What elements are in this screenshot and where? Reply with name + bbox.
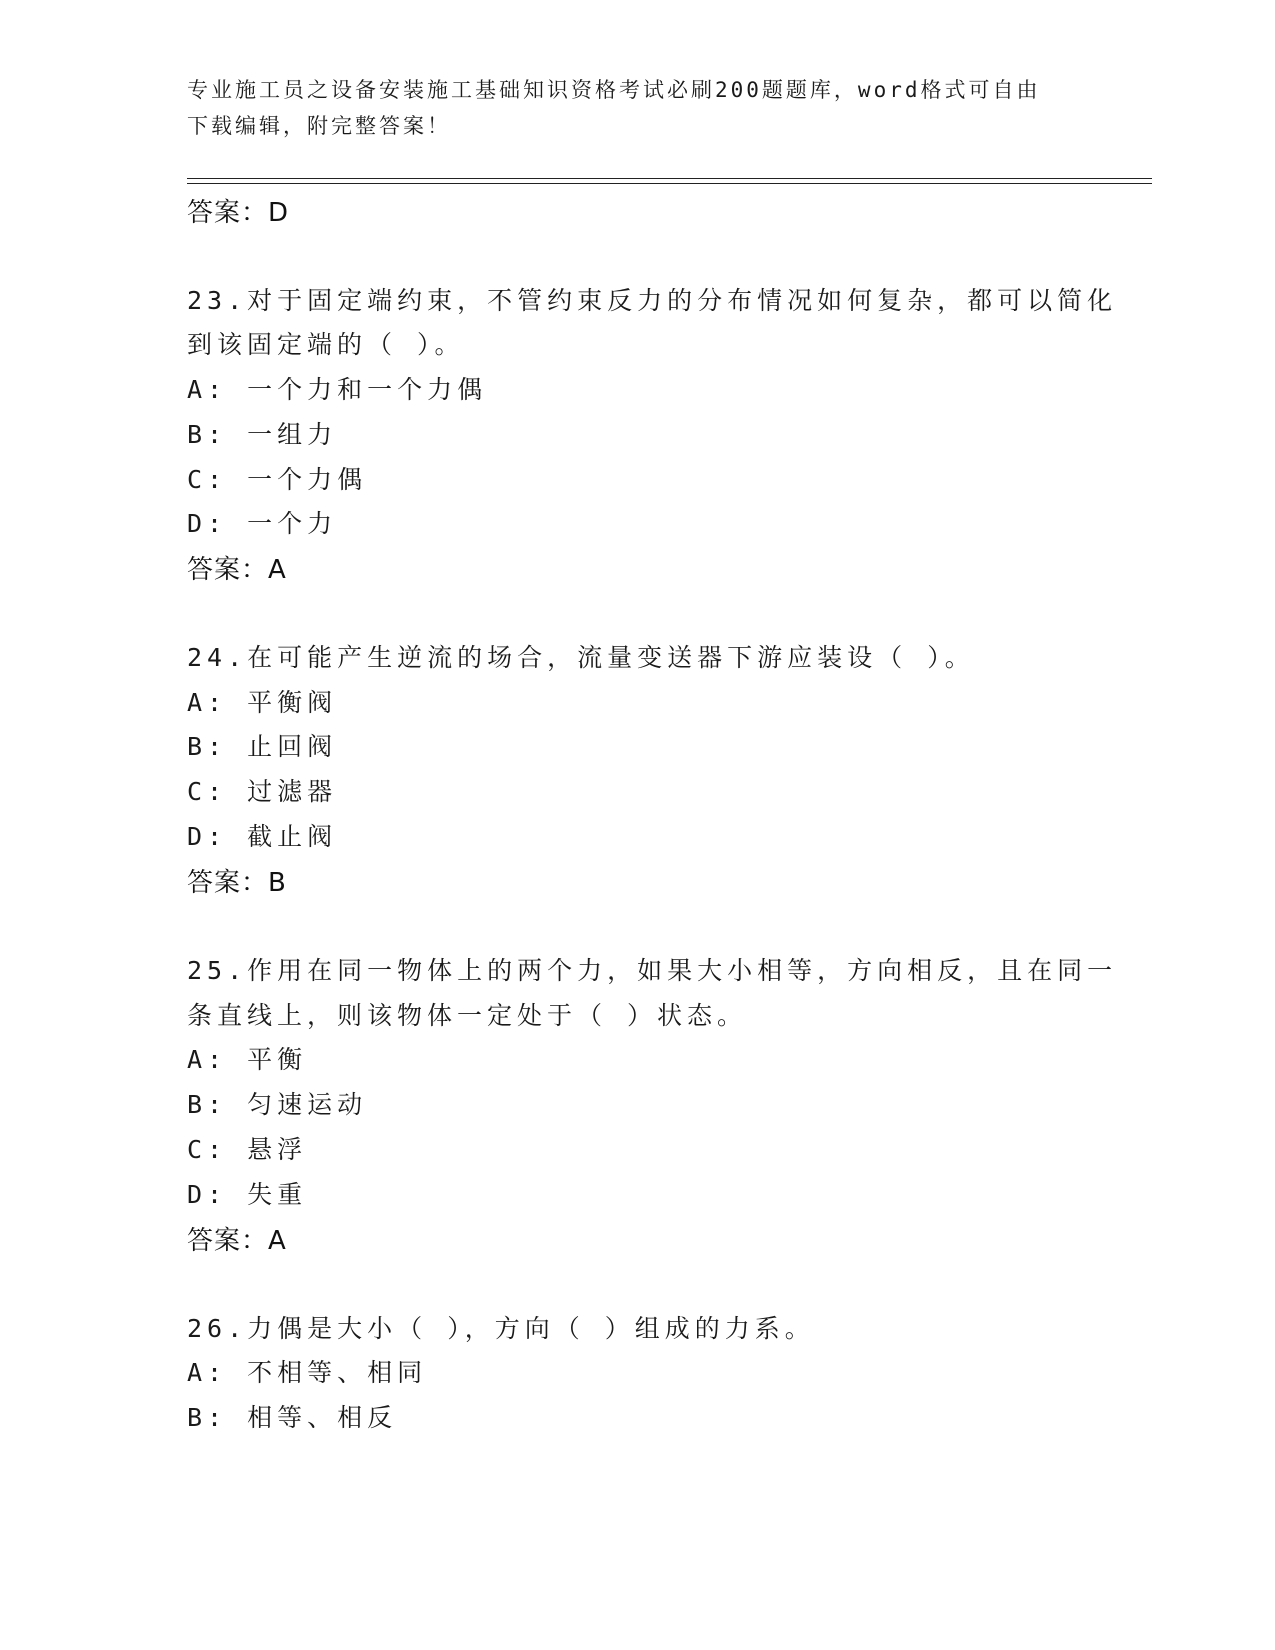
question-23-answer: 答案：A — [187, 555, 287, 585]
question-24-stem-line-1: 24.在可能产生逆流的场合，流量变送器下游应装设（ ）。 — [187, 643, 975, 672]
question-25-option-c: C: 悬浮 — [187, 1135, 308, 1164]
header-line-2: 下载编辑，附完整答案！ — [187, 114, 451, 138]
question-23-stem-line-2: 到该固定端的（ ）。 — [187, 330, 465, 359]
question-25-stem-line-1: 25.作用在同一物体上的两个力，如果大小相等，方向相反，且在同一 — [187, 956, 1118, 985]
question-24-option-b: B: 止回阀 — [187, 732, 338, 761]
question-23-option-b: B: 一组力 — [187, 420, 338, 449]
question-23-stem-line-1: 23.对于固定端约束，不管约束反力的分布情况如何复杂，都可以简化 — [187, 286, 1118, 315]
question-26-stem-line-1: 26.力偶是大小（ ），方向（ ）组成的力系。 — [187, 1314, 815, 1343]
question-24-option-d: D: 截止阀 — [187, 822, 338, 851]
question-23-option-a: A: 一个力和一个力偶 — [187, 375, 488, 404]
question-25-option-b: B: 匀速运动 — [187, 1090, 368, 1119]
question-23-option-c: C: 一个力偶 — [187, 465, 368, 494]
question-25-answer: 答案：A — [187, 1226, 287, 1256]
header-divider-bottom — [187, 183, 1152, 184]
question-23-option-d: D: 一个力 — [187, 509, 338, 538]
question-24-answer: 答案：B — [187, 868, 287, 898]
question-26-option-a: A: 不相等、相同 — [187, 1358, 428, 1387]
question-26-option-b: B: 相等、相反 — [187, 1403, 398, 1432]
header-line-1: 专业施工员之设备安装施工基础知识资格考试必刷200题题库，word格式可自由 — [187, 78, 1041, 102]
question-24-option-c: C: 过滤器 — [187, 777, 338, 806]
previous-answer: 答案：D — [187, 198, 290, 228]
question-25-option-a: A: 平衡 — [187, 1045, 308, 1074]
question-25-stem-line-2: 条直线上，则该物体一定处于（ ）状态。 — [187, 1001, 748, 1030]
question-24-option-a: A: 平衡阀 — [187, 688, 338, 717]
document-header — [187, 72, 1067, 144]
header-divider-top — [187, 178, 1152, 179]
question-25-option-d: D: 失重 — [187, 1180, 308, 1209]
